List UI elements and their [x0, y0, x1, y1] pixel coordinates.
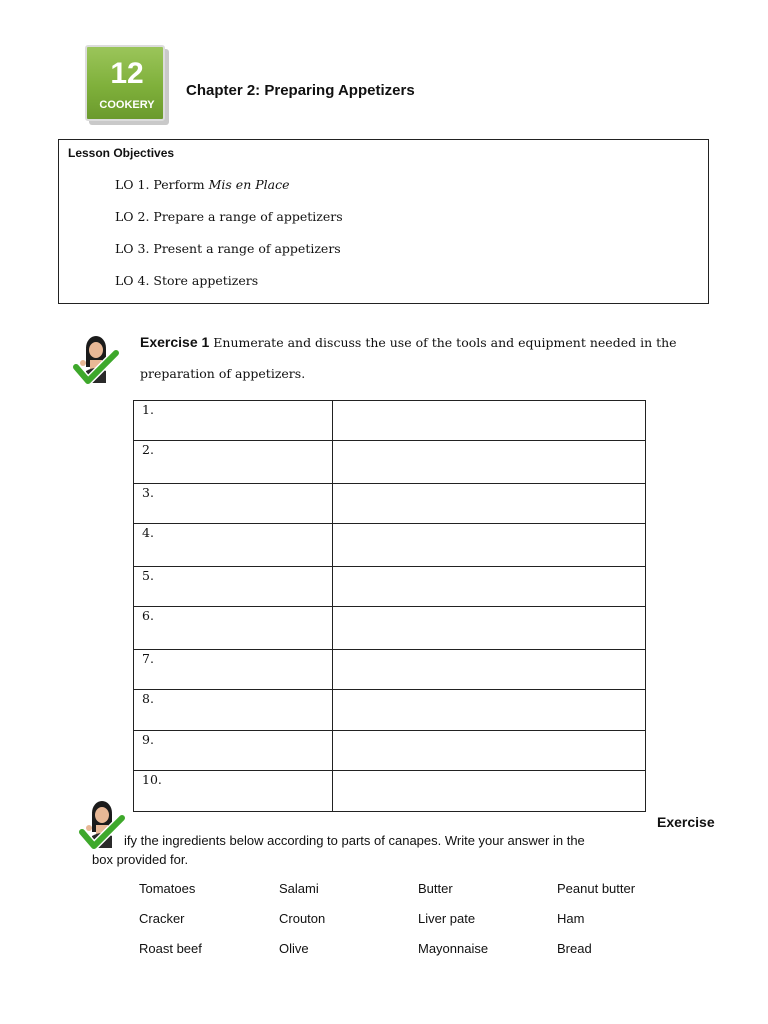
- answer-cell[interactable]: [333, 607, 646, 650]
- exercise-1-instructions: Exercise 1 Enumerate and discuss the use of the tools and equipment needed in the: [140, 334, 677, 350]
- lesson-objectives-title: Lesson Objectives: [68, 146, 175, 160]
- exercise-1-instructions-cont: preparation of appetizers.: [140, 366, 306, 381]
- objective-4: LO 4. Store appetizers: [115, 273, 259, 288]
- ingredient-item: Liver pate: [418, 911, 476, 926]
- table-row: [134, 401, 646, 441]
- exercise-2-instructions: ify the ingredients below according to parts of canapes. Write your answer in the: [124, 833, 585, 848]
- badge-tile: [85, 45, 165, 121]
- exercise-1-table: [133, 400, 646, 812]
- ingredient-item: Cracker: [139, 911, 185, 926]
- answer-cell[interactable]: [333, 441, 646, 484]
- row-number: 4.: [134, 524, 333, 567]
- answer-cell[interactable]: [333, 484, 646, 524]
- objective-2: LO 2. Prepare a range of appetizers: [115, 209, 343, 224]
- objective-1: LO 1. Perform Mis en Place: [115, 177, 290, 192]
- table-row: [134, 771, 646, 812]
- table-row: [134, 690, 646, 731]
- answer-cell[interactable]: [333, 771, 646, 812]
- row-number: 1.: [134, 401, 333, 441]
- table-row: [134, 650, 646, 690]
- answer-cell[interactable]: [333, 401, 646, 441]
- ingredient-item: Tomatoes: [139, 881, 196, 896]
- exercise-1-label: Exercise 1: [140, 334, 210, 350]
- row-number: 10.: [134, 771, 333, 812]
- answer-cell[interactable]: [333, 731, 646, 771]
- table-row: [134, 731, 646, 771]
- objective-3: LO 3. Present a range of appetizers: [115, 241, 341, 256]
- row-number: 2.: [134, 441, 333, 484]
- ingredient-item: Peanut butter: [557, 881, 636, 896]
- row-number: 9.: [134, 731, 333, 771]
- row-number: 6.: [134, 607, 333, 650]
- ingredient-item: Roast beef: [139, 941, 202, 956]
- table-row: [134, 567, 646, 607]
- row-number: 5.: [134, 567, 333, 607]
- answer-cell[interactable]: [333, 567, 646, 607]
- row-number: 3.: [134, 484, 333, 524]
- row-number: 8.: [134, 690, 333, 731]
- ingredient-item: Salami: [279, 881, 319, 896]
- chapter-title: Chapter 2: Preparing Appetizers: [186, 82, 415, 99]
- row-number: 7.: [134, 650, 333, 690]
- ingredient-item: Crouton: [279, 911, 326, 926]
- exercise-2-label: Exercise: [657, 814, 715, 830]
- avatar-with-checkmark-icon: [78, 798, 138, 854]
- table-row: [134, 524, 646, 567]
- cookery-badge: [85, 45, 171, 125]
- badge-number: 12: [110, 57, 144, 90]
- ingredient-item: Bread: [557, 941, 592, 956]
- answer-cell[interactable]: [333, 524, 646, 567]
- ingredient-item: Butter: [418, 881, 453, 896]
- table-row: [134, 441, 646, 484]
- answer-cell[interactable]: [333, 690, 646, 731]
- ingredient-item: Ham: [557, 911, 585, 926]
- lesson-objectives-box: [58, 139, 709, 304]
- table-row: [134, 607, 646, 650]
- badge-subject: COOKERY: [99, 99, 155, 111]
- table-row: [134, 484, 646, 524]
- ingredient-item: Olive: [279, 941, 309, 956]
- answer-cell[interactable]: [333, 650, 646, 690]
- ingredient-item: Mayonnaise: [418, 941, 489, 956]
- exercise-2-instructions-cont: box provided for.: [92, 852, 189, 867]
- avatar-with-checkmark-icon: [72, 333, 132, 389]
